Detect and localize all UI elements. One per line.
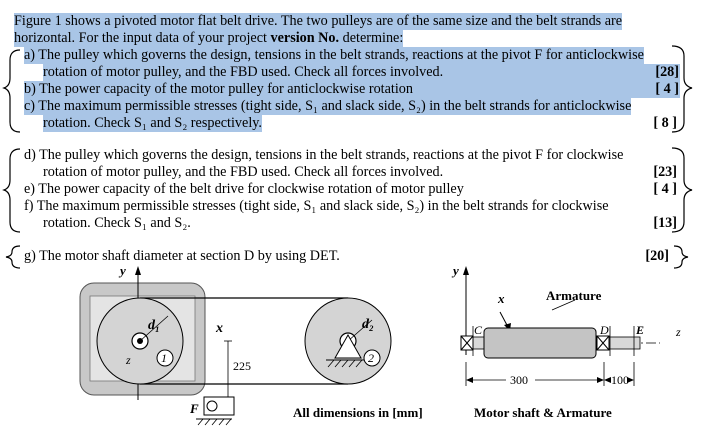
fig-left-d2-label: d₂ — [362, 317, 374, 332]
item-a-line-1: a) The pulley which governs the design, tensions in the belt strands, reactions at the pivot F for anticlockwise — [24, 47, 644, 63]
item-d-line-1: d) The pulley which governs the design, tensions in the belt strands, reactions at the pivot F for clockwise — [24, 147, 624, 163]
item-b-marks: [ 4 ] — [655, 81, 679, 97]
item-e-line: e) The power capacity of the belt drive for clockwise rotation of motor pulley — [24, 181, 464, 197]
brace-left-group1 — [4, 50, 20, 132]
section-e-label: E — [636, 323, 645, 337]
item-d-line-2: rotation of motor pulley, and the FBD used. Check all forces involved. — [43, 164, 444, 180]
pulley-2-number: 2 — [368, 351, 374, 365]
version-label: version No. — [270, 30, 340, 46]
item-c-line-2: rotation. Check S₁ and S₂ respectively. — [43, 115, 262, 131]
item-d-marks: [23] — [653, 164, 677, 180]
section-d-label: D — [600, 323, 609, 337]
item-f-line-2: rotation. Check S₁ and S₂. — [43, 215, 191, 231]
item-a-marks: [28] — [655, 64, 679, 80]
brace-right-group1 — [672, 46, 692, 132]
fig-right-y-label: y — [453, 263, 459, 278]
item-g-marks: [20] — [645, 248, 669, 264]
item-e-marks: [ 4 ] — [653, 181, 677, 197]
bearing-c — [461, 336, 473, 350]
section-c-label: C — [474, 323, 483, 337]
item-f-marks: [13] — [653, 215, 677, 231]
brace-left-group2 — [4, 149, 20, 232]
dim-100-label: 100 — [611, 373, 629, 387]
fig-right-x-label: x — [498, 291, 505, 306]
fig-left-caption: All dimensions in [mm] — [293, 405, 423, 420]
dim-300-label: 300 — [510, 373, 528, 387]
fig-left-x-label: x — [216, 321, 223, 336]
pivot-f-label: F — [190, 401, 199, 416]
brace-left-group3 — [6, 246, 20, 268]
armature-label: Armature — [546, 288, 602, 303]
armature — [484, 328, 596, 358]
pulley-1-number: 1 — [161, 351, 167, 365]
dim-225-label: 225 — [233, 359, 251, 373]
brace-right-group2 — [672, 148, 692, 232]
intro-line-2a: horizontal. For the input data of your project — [14, 30, 271, 46]
item-c-line-1: c) The maximum permissible stresses (tight side, S₁ and slack side, S₂) in the belt strands for anticlockwise — [24, 98, 632, 114]
fig-left-z-label: z — [126, 353, 131, 367]
item-g-line: g) The motor shaft diameter at section D by using DET. — [24, 248, 340, 264]
intro-line-1: Figure 1 shows a pivoted motor flat belt drive. The two pulleys are of the same size and the belt strands are — [14, 13, 623, 29]
fig-left-y-label: y — [120, 263, 126, 278]
item-c-marks: [ 8 ] — [653, 115, 677, 131]
intro-line-2c: determine: — [339, 30, 404, 46]
fig-left-d1-label: d₁ — [148, 318, 160, 333]
fig-right-z-label: z — [676, 325, 681, 339]
item-b-text: b) The power capacity of the motor pulley for anticlockwise rotation — [24, 81, 413, 97]
brace-right-group3 — [674, 246, 688, 268]
fig-right-caption: Motor shaft & Armature — [474, 405, 612, 420]
item-f-line-1: f) The maximum permissible stresses (tight side, S₁ and slack side, S₂) in the belt strands for clockwise — [24, 198, 609, 214]
item-a-text-2: rotation of motor pulley, and the FBD used. Check all forces involved. — [43, 64, 444, 80]
